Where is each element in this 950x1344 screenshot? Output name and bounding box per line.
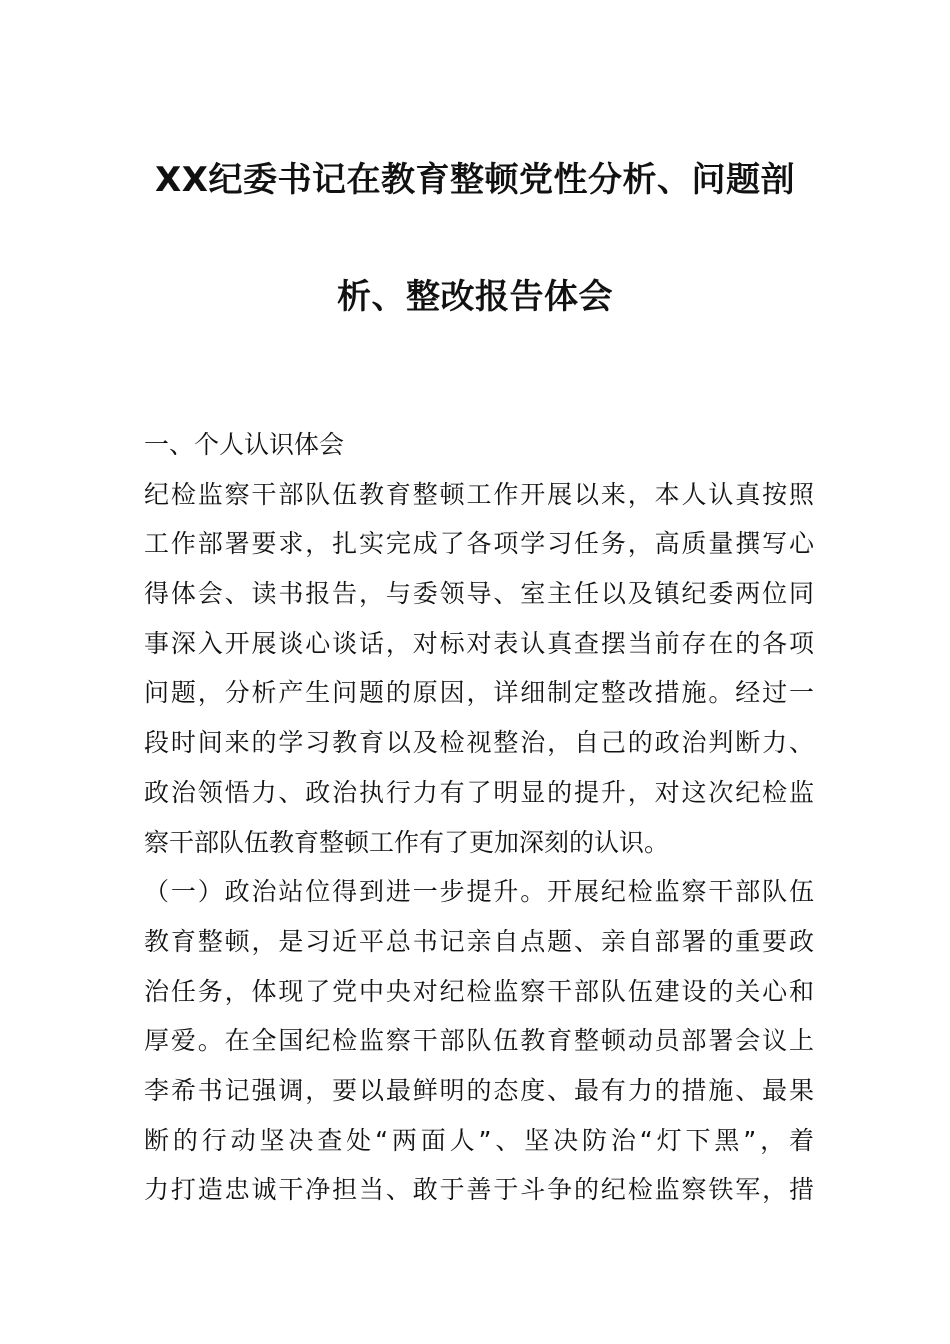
body-line: 纪检监察干部队伍教育整顿工作开展以来，本人认真按照 <box>144 479 814 509</box>
body-line: 得体会、读书报告，与委领导、室主任以及镇纪委两位同 <box>144 579 814 609</box>
body-line: 政治领悟力、政治执行力有了明显的提升，对这次纪检监 <box>144 777 814 807</box>
body-line: 段时间来的学习教育以及检视整治，自己的政治判断力、 <box>144 728 814 758</box>
body-line: 问题，分析产生问题的原因，详细制定整改措施。经过一 <box>144 678 814 708</box>
document-title-line-2: 析、整改报告体会 <box>337 277 613 317</box>
body-line: 教育整顿，是习近平总书记亲自点题、亲自部署的重要政 <box>144 926 814 956</box>
body-line: 断的行动坚决查处“两面人”、坚决防治“灯下黑”，着 <box>144 1125 814 1155</box>
body-line: 李希书记强调，要以最鲜明的态度、最有力的措施、最果 <box>144 1075 814 1105</box>
body-line: 厚爱。在全国纪检监察干部队伍教育整顿动员部署会议上 <box>144 1026 814 1056</box>
body-line: 治任务，体现了党中央对纪检监察干部队伍建设的关心和 <box>144 976 814 1006</box>
body-line: （一）政治站位得到进一步提升。开展纪检监察干部队伍 <box>144 877 814 907</box>
body-line: 事深入开展谈心谈话，对标对表认真查摆当前存在的各项 <box>144 628 814 658</box>
body-line: 工作部署要求，扎实完成了各项学习任务，高质量撰写心 <box>144 529 814 559</box>
body-line: 力打造忠诚干净担当、敢于善于斗争的纪检监察铁军，措 <box>144 1175 814 1205</box>
section-heading: 一、个人认识体会 <box>144 430 345 459</box>
body-line: 察干部队伍教育整顿工作有了更加深刻的认识。 <box>144 827 670 857</box>
document-body <box>144 420 814 1215</box>
document-title-line-1: XX纪委书记在教育整顿党性分析、问题剖 <box>155 160 795 200</box>
